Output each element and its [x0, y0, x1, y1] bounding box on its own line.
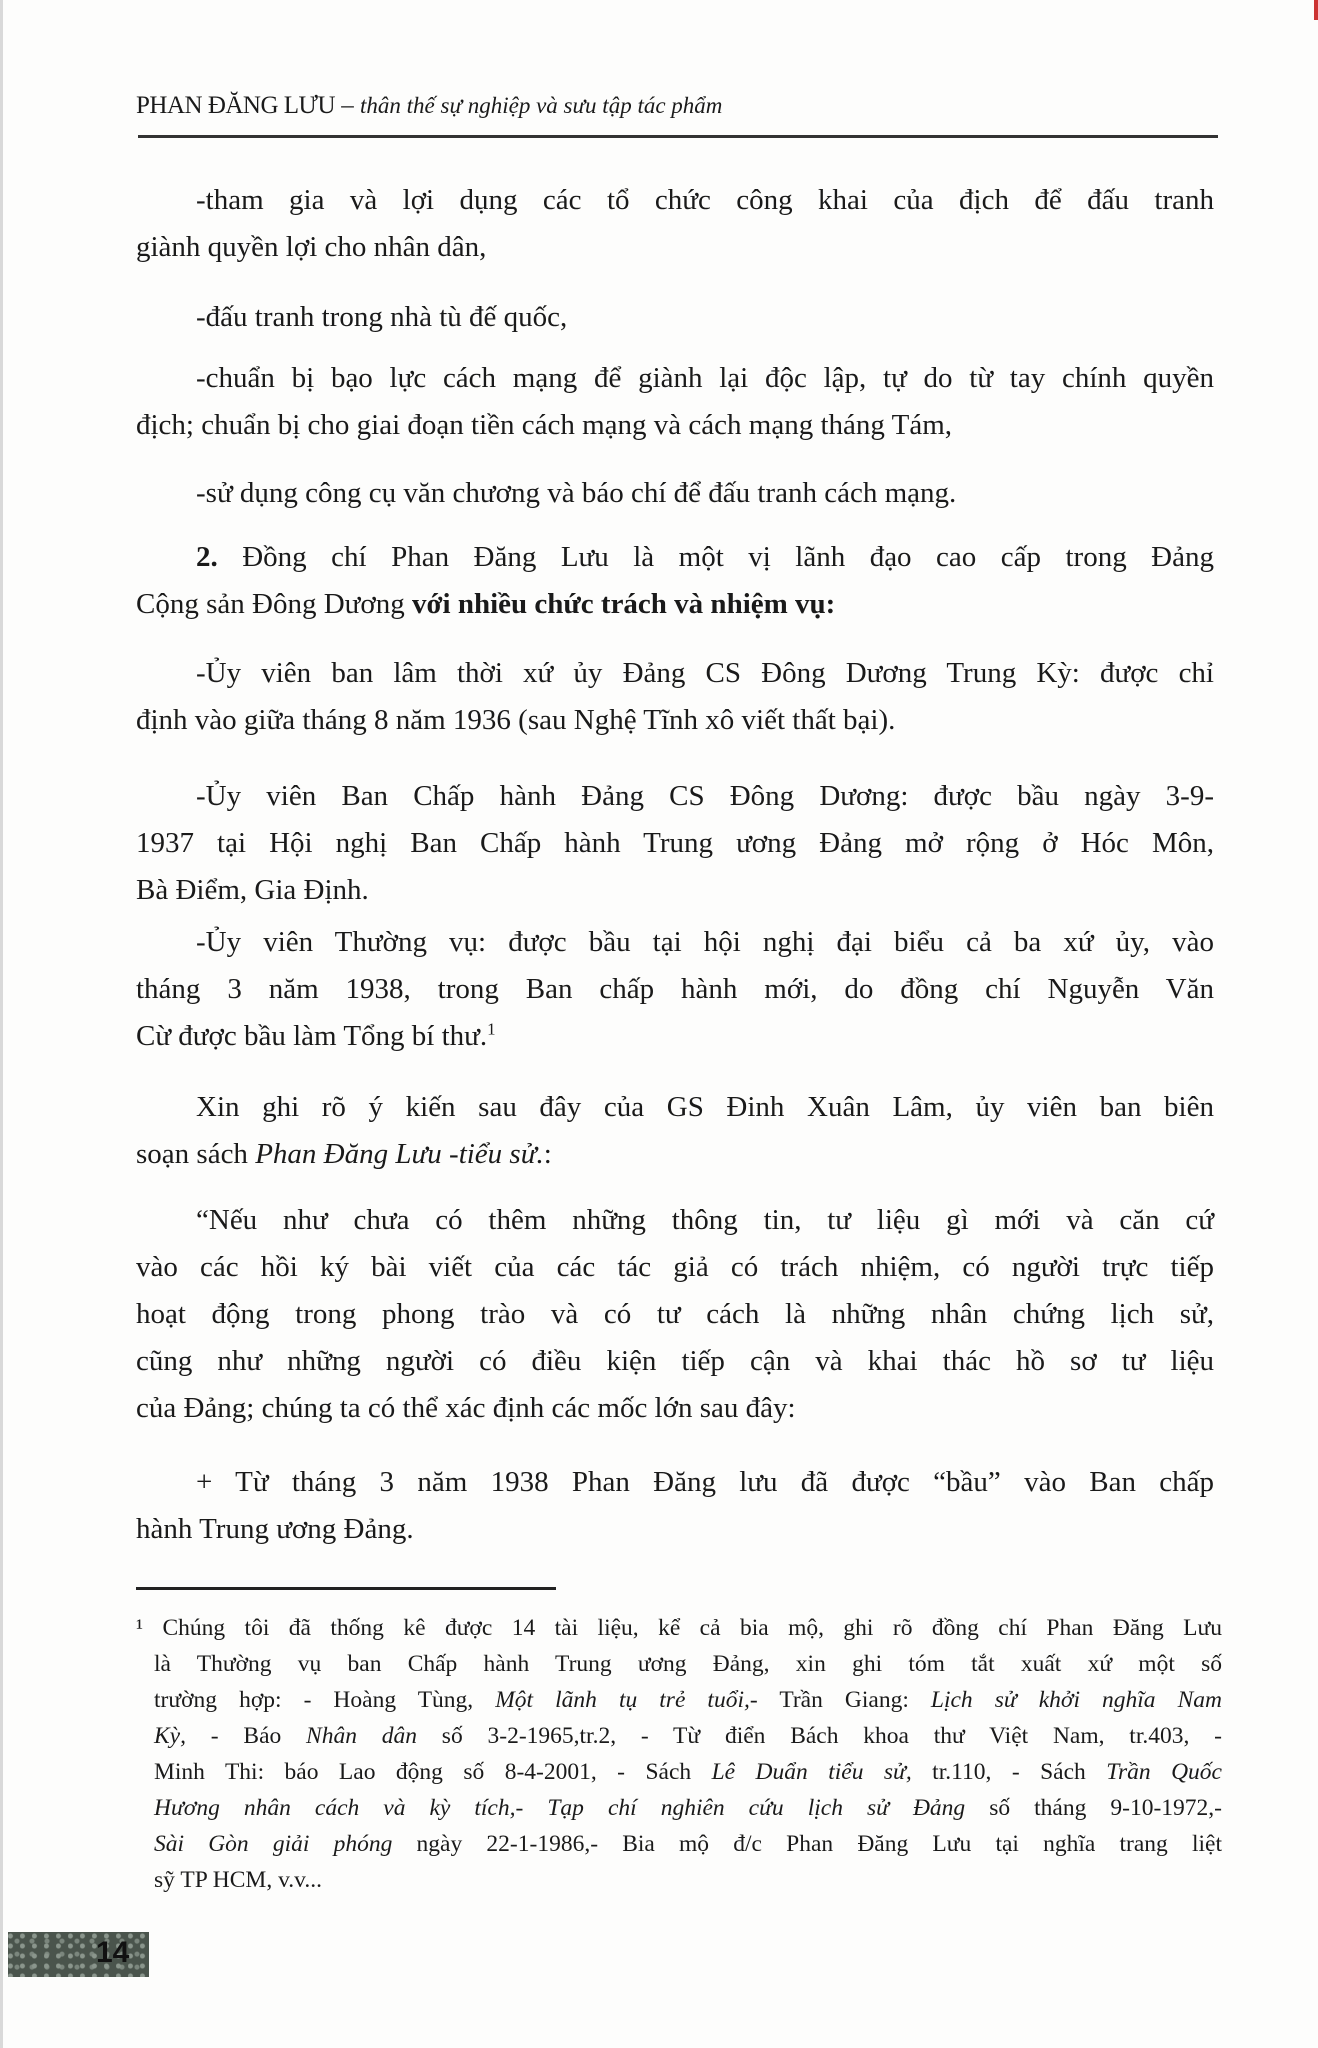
running-header — [136, 92, 722, 120]
text-run: -sử dụng công cụ văn chương và báo chí để đấu tranh cách mạng. — [196, 477, 957, 509]
text-line — [136, 470, 1214, 517]
header-rule — [138, 135, 1218, 138]
text-run: số 3-2-1965,tr.2, - Từ điển Bách khoa thư Việt Nam, tr.403, - — [417, 1723, 1222, 1749]
text-run: -chuẩn bị bạo lực cách mạng để giành lại độc lập, tự do từ tay chính quyền — [196, 362, 1214, 394]
text-run: Lê Duẩn tiểu sử, — [711, 1759, 912, 1785]
text-run: Kỳ, — [154, 1723, 186, 1749]
text-run: hành Trung ương Đảng. — [136, 1513, 414, 1545]
paragraph — [136, 534, 1214, 628]
text-line — [136, 534, 1214, 581]
header-separator: – — [335, 92, 361, 119]
paragraph — [136, 470, 1214, 517]
paragraph — [136, 1197, 1214, 1432]
page-number: 14 — [96, 1936, 130, 1969]
text-line — [136, 773, 1214, 820]
book-subtitle: thân thế sự nghiệp và sưu tập tác phẩm — [360, 93, 723, 118]
text-run: Lịch sử khởi nghĩa Nam — [930, 1687, 1222, 1713]
text-line — [136, 867, 1214, 914]
text-run: -Ủy viên Thường vụ: được bầu tại hội nghị đại biểu cả ba xứ ủy, vào — [196, 926, 1214, 958]
text-run: -tham gia và lợi dụng các tổ chức công khai của địch để đấu tranh — [196, 184, 1214, 216]
page-edge-mark — [1314, 0, 1318, 20]
text-run: của Đảng; chúng ta có thể xác định các mốc lớn sau đây: — [136, 1392, 796, 1424]
text-line — [136, 581, 1214, 628]
text-run: Đồng chí Phan Đăng Lưu là một vị lãnh đạo cao cấp trong Đảng — [242, 541, 1214, 573]
paragraph — [136, 773, 1214, 914]
text-line — [136, 820, 1214, 867]
footnote — [136, 1610, 1222, 1898]
text-run: địch; chuẩn bị cho giai đoạn tiền cách mạng và cách mạng tháng Tám, — [136, 409, 953, 441]
text-line — [136, 1385, 1214, 1432]
text-run: ¹ Chúng tôi đã thống kê được 14 tài liệu, kể cả bia mộ, ghi rõ đồng chí Phan Đăng Lưu — [136, 1615, 1222, 1641]
text-run: Cộng sản Đông Dương — [136, 588, 412, 620]
text-run: Tạp chí nghiên cứu lịch sử Đảng — [547, 1795, 966, 1821]
text-run: giành quyền lợi cho nhân dân, — [136, 231, 487, 263]
text-line — [136, 1084, 1214, 1131]
text-line — [136, 919, 1214, 966]
page-number-box — [8, 1932, 149, 1977]
text-line — [136, 1244, 1214, 1291]
paragraph — [136, 355, 1214, 449]
text-line — [136, 177, 1214, 224]
text-run: hoạt động trong phong trào và có tư cách là những nhân chứng lịch sử, — [136, 1298, 1214, 1330]
text-line — [136, 402, 1214, 449]
paragraph — [136, 1084, 1214, 1178]
text-run: trường hợp: - Hoàng Tùng, — [154, 1687, 496, 1713]
text-run: vào các hồi ký bài viết của các tác giả có trách nhiệm, có người trực tiếp — [136, 1251, 1214, 1283]
text-line — [136, 294, 1214, 341]
book-title: PHAN ĐĂNG LƯU — [136, 92, 336, 119]
text-run: Hương nhân cách và kỳ tích, — [154, 1795, 516, 1821]
text-run: + Từ tháng 3 năm 1938 Phan Đăng lưu đã được “bầu” vào Ban chấp — [196, 1466, 1214, 1498]
text-run: soạn sách — [136, 1138, 256, 1170]
text-line — [136, 697, 1214, 744]
text-line — [136, 224, 1214, 271]
text-run: Một lãnh tụ trẻ tuổi, — [495, 1687, 750, 1713]
text-run: Sài Gòn giải phóng — [154, 1831, 393, 1857]
text-run: -Ủy viên ban lâm thời xứ ủy Đảng CS Đông Dương Trung Kỳ: được chỉ — [196, 657, 1214, 689]
footnote-line — [136, 1718, 1222, 1754]
text-line — [136, 1131, 1214, 1178]
text-run: 1937 tại Hội nghị Ban Chấp hành Trung ương Đảng mở rộng ở Hóc Môn, — [136, 827, 1214, 859]
text-line — [136, 1291, 1214, 1338]
text-run: là Thường vụ ban Chấp hành Trung ương Đảng, xin ghi tóm tắt xuất xứ một số — [154, 1651, 1222, 1677]
text-run: với nhiều chức trách và nhiệm vụ: — [411, 588, 836, 620]
text-run: Cừ được bầu làm Tổng bí thư. — [136, 1020, 488, 1052]
paragraph — [136, 177, 1214, 271]
text-run: Phan Đăng Lưu -tiểu sử. — [255, 1138, 544, 1170]
text-line — [136, 1459, 1214, 1506]
text-run: : — [543, 1138, 552, 1170]
text-run: cũng như những người có điều kiện tiếp cận và khai thác hồ sơ tư liệu — [136, 1345, 1214, 1377]
text-run: sỹ TP HCM, v.v... — [154, 1867, 323, 1893]
text-run: Xin ghi rõ ý kiến sau đây của GS Đinh Xuân Lâm, ủy viên ban biên — [196, 1091, 1214, 1123]
footnote-line — [136, 1790, 1222, 1826]
text-run: - — [515, 1795, 548, 1821]
text-run: -đấu tranh trong nhà tù đế quốc, — [196, 301, 568, 333]
text-line — [136, 650, 1214, 697]
text-line — [136, 1013, 1214, 1060]
paragraph — [136, 650, 1214, 744]
text-line — [136, 1197, 1214, 1244]
text-run: tr.110, - Sách — [911, 1759, 1107, 1785]
text-run: tháng 3 năm 1938, trong Ban chấp hành mới, do đồng chí Nguyễn Văn — [136, 973, 1214, 1005]
footnote-ref: 1 — [487, 1019, 496, 1039]
footnote-line — [136, 1826, 1222, 1862]
footnote-line — [136, 1646, 1222, 1682]
text-line — [136, 966, 1214, 1013]
paragraph — [136, 1459, 1214, 1553]
text-run: ngày 22-1-1986,- Bia mộ đ/c Phan Đăng Lưu tại nghĩa trang liệt — [392, 1831, 1222, 1857]
text-run: “Nếu như chưa có thêm những thông tin, tư liệu gì mới và căn cứ — [196, 1204, 1214, 1236]
text-run: định vào giữa tháng 8 năm 1936 (sau Nghệ Tĩnh xô viết thất bại). — [136, 704, 896, 736]
footnote-rule — [136, 1587, 556, 1590]
text-run: - Trần Giang: — [749, 1687, 931, 1713]
paragraph — [136, 919, 1214, 1060]
footnote-line — [136, 1862, 1222, 1898]
text-run: Trần Quốc — [1106, 1759, 1222, 1785]
footnote-line — [136, 1754, 1222, 1790]
text-run: 2. — [196, 541, 243, 573]
footnote-line — [136, 1610, 1222, 1646]
text-run: Minh Thi: báo Lao động số 8-4-2001, - Sách — [154, 1759, 712, 1785]
text-line — [136, 1506, 1214, 1553]
text-run: số tháng 9-10-1972,- — [965, 1795, 1222, 1821]
footnote-line — [136, 1682, 1222, 1718]
page-edge — [0, 0, 3, 2048]
paragraph — [136, 294, 1214, 341]
text-run: Nhân dân — [306, 1723, 418, 1749]
text-run: Bà Điểm, Gia Định. — [136, 874, 369, 906]
text-line — [136, 1338, 1214, 1385]
text-run: -Ủy viên Ban Chấp hành Đảng CS Đông Dương: được bầu ngày 3-9- — [196, 780, 1214, 812]
text-line — [136, 355, 1214, 402]
text-run: - Báo — [185, 1723, 307, 1749]
